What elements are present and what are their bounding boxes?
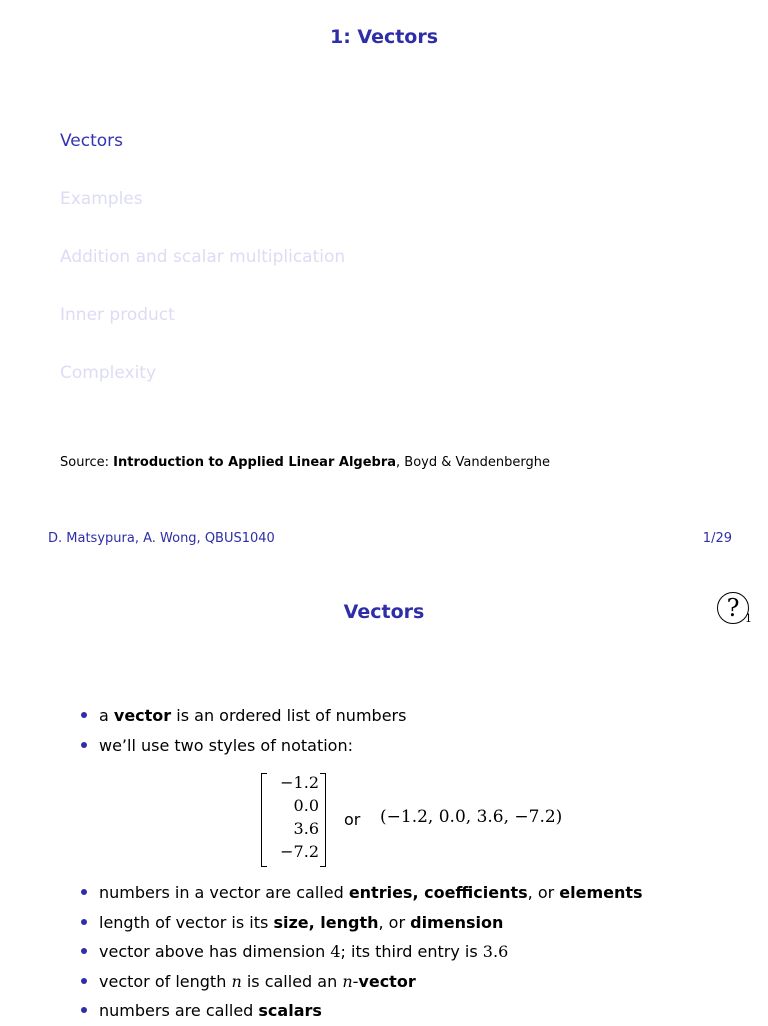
bullet-text: vector above has dimension bbox=[99, 942, 331, 961]
bullet-item bbox=[78, 937, 738, 967]
bullet-text: numbers in a vector are called bbox=[99, 883, 349, 902]
bullet-item bbox=[78, 908, 738, 938]
bold-term: dimension bbox=[410, 912, 504, 932]
column-vector-entries bbox=[267, 771, 319, 863]
bullet-item bbox=[78, 701, 738, 731]
column-vector bbox=[261, 773, 326, 869]
footer-page-number: 1/29 bbox=[702, 531, 732, 546]
bullet-text: is an ordered list of numbers bbox=[171, 706, 407, 725]
math-symbol: 3.6 bbox=[482, 942, 509, 961]
toc-item-addition[interactable]: Addition and scalar multiplication bbox=[60, 247, 346, 267]
row-vector: (−1.2, 0.0, 3.6, −7.2) bbox=[380, 807, 563, 827]
bullet-text: numbers are called bbox=[99, 1001, 259, 1020]
bullet-list-intro bbox=[78, 701, 738, 760]
slide-vectors bbox=[0, 560, 768, 1024]
source-prefix: Source: bbox=[60, 455, 110, 470]
bullet-text: , or bbox=[527, 883, 560, 902]
bullet-item bbox=[78, 878, 738, 908]
bold-term: entries, coefficients bbox=[348, 883, 528, 902]
math-symbol: n bbox=[231, 971, 242, 991]
math-symbol: n bbox=[342, 971, 353, 991]
bullet-item bbox=[78, 967, 738, 997]
bullet-text: we’ll use two styles of notation: bbox=[99, 735, 353, 755]
bullet-text: length of vector is its bbox=[99, 912, 274, 932]
source-line bbox=[60, 455, 550, 470]
footer-authors: D. Matsypura, A. Wong, QBUS1040 bbox=[48, 531, 275, 546]
bold-term: size, length bbox=[273, 912, 379, 932]
slide-title: Vectors bbox=[343, 601, 425, 623]
bullet-list-definitions bbox=[78, 878, 738, 1026]
right-bracket bbox=[320, 773, 326, 867]
bullet-text: , or bbox=[378, 912, 411, 932]
bullet-text: vector of length bbox=[99, 971, 232, 991]
bold-term: scalars bbox=[258, 1001, 322, 1020]
math-symbol: 4 bbox=[330, 942, 341, 961]
toc-item-vectors[interactable]: Vectors bbox=[60, 131, 124, 151]
bullet-item bbox=[78, 996, 738, 1026]
bullet-text: a bbox=[99, 706, 114, 725]
notation-or: or bbox=[344, 810, 361, 829]
bold-term: vector bbox=[358, 971, 416, 991]
toc-item-inner-product[interactable]: Inner product bbox=[60, 305, 175, 325]
vector-entry: 0.0 bbox=[293, 796, 319, 815]
question-circle-icon[interactable]: ? bbox=[717, 592, 749, 624]
bold-term: elements bbox=[559, 883, 643, 902]
bullet-item bbox=[78, 731, 738, 761]
bullet-text: - bbox=[352, 971, 359, 991]
toc-item-examples[interactable]: Examples bbox=[60, 189, 143, 209]
source-authors: , Boyd & Vandenberghe bbox=[396, 455, 550, 470]
bullet-text: is called an bbox=[241, 971, 343, 991]
bold-term: vector bbox=[113, 706, 172, 725]
toc-item-complexity[interactable]: Complexity bbox=[60, 363, 157, 383]
question-count: 1 bbox=[745, 612, 752, 625]
bullet-text: ; its third entry is bbox=[340, 942, 483, 961]
vector-entry: −7.2 bbox=[280, 842, 319, 861]
source-book-title: Introduction to Applied Linear Algebra bbox=[113, 455, 397, 470]
vector-entry: 3.6 bbox=[293, 819, 319, 838]
vector-entry: −1.2 bbox=[280, 773, 319, 792]
slide-title: 1: Vectors bbox=[329, 26, 439, 48]
